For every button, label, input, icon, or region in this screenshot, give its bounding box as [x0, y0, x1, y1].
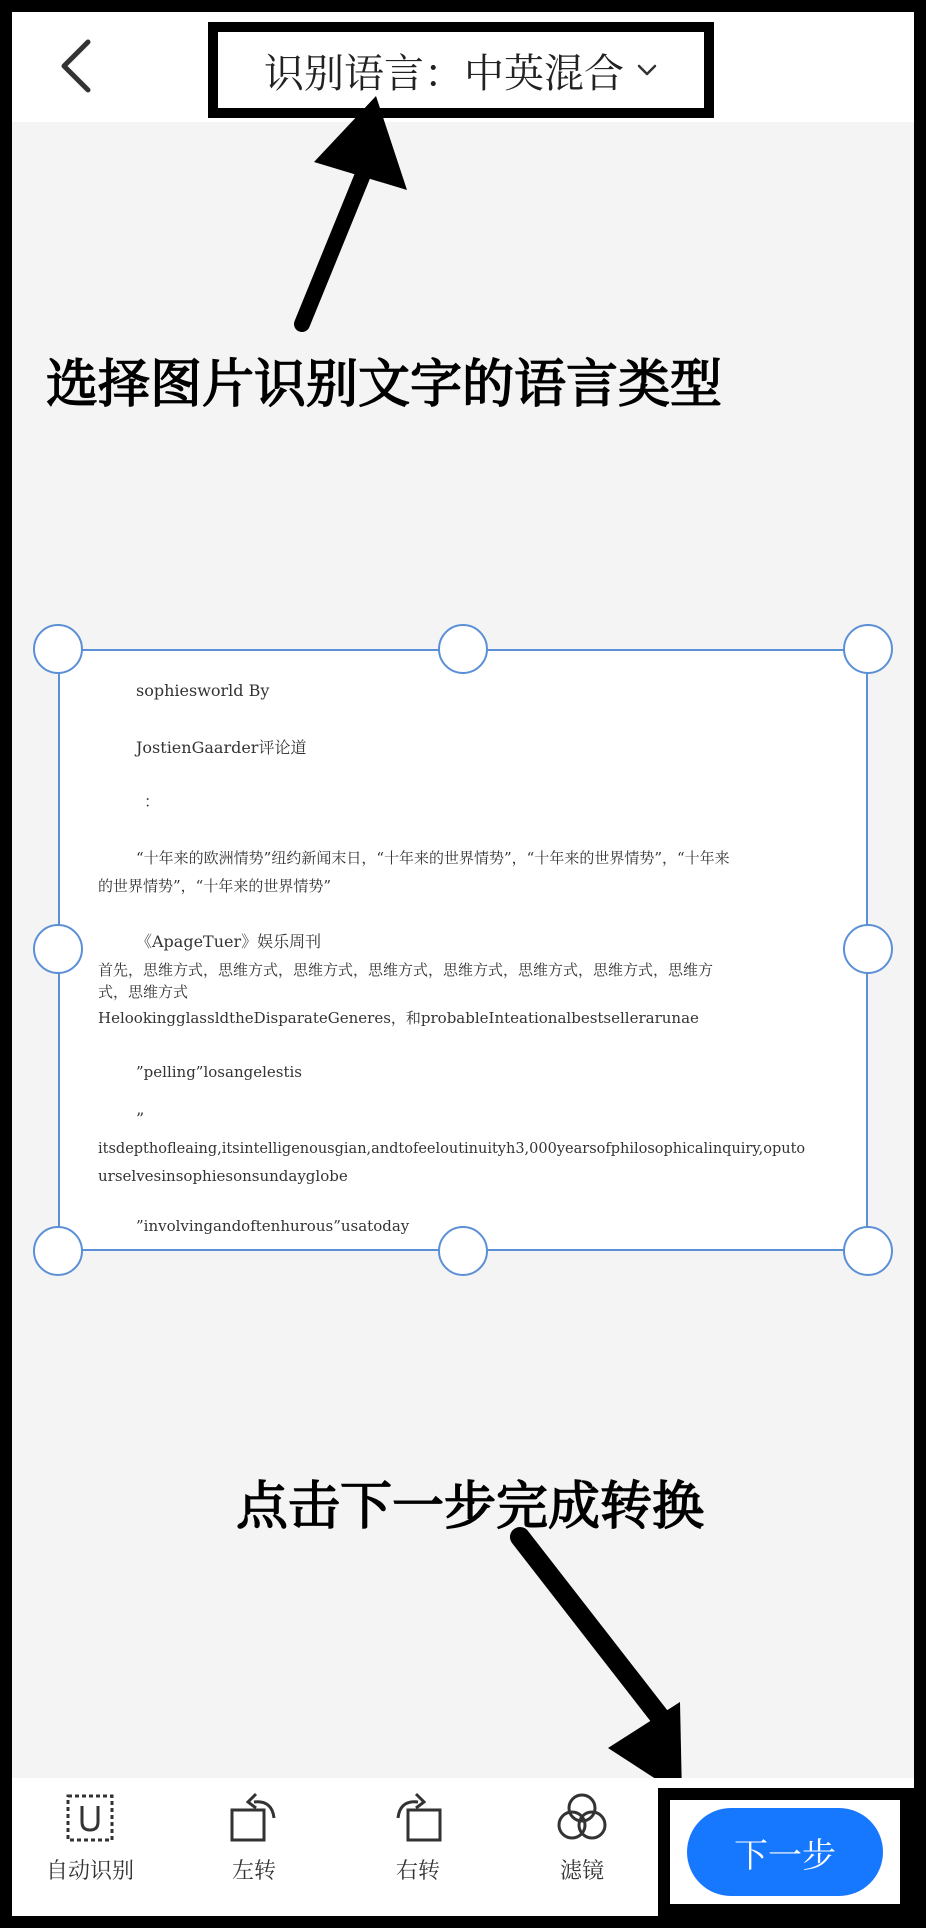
- annotation-next-hint: 点击下一步完成转换: [236, 1477, 705, 1537]
- crop-handle-middle-right[interactable]: [843, 924, 893, 974]
- tool-filter[interactable]: [522, 1788, 642, 1898]
- doc-line: ”involvingandoftenhurous”usatoday: [136, 1217, 410, 1235]
- rotate-right-icon: [388, 1788, 448, 1848]
- doc-line: sophiesworld By: [136, 681, 270, 700]
- language-selector-highlight: [208, 22, 714, 118]
- doc-line: ”: [136, 1109, 145, 1128]
- doc-line: 的世界情势”，“十年来的世界情势”: [98, 877, 332, 895]
- chevron-left-icon[interactable]: [46, 34, 110, 98]
- crop-handle-top-left[interactable]: [33, 624, 83, 674]
- doc-line: 式，思维方式: [98, 983, 189, 1001]
- doc-line: 《ApageTuer》娱乐周刊: [136, 932, 322, 951]
- arrow-up-icon: [302, 96, 407, 324]
- crop-handle-top-right[interactable]: [843, 624, 893, 674]
- tool-label: 左转: [231, 1859, 276, 1884]
- next-button-highlight: [658, 1788, 914, 1916]
- tool-auto-detect[interactable]: [30, 1788, 150, 1898]
- crop-handle-middle-left[interactable]: [33, 924, 83, 974]
- tool-rotate-right[interactable]: [358, 1788, 478, 1898]
- crop-handle-bottom-left[interactable]: [33, 1226, 83, 1276]
- next-button-area: [670, 1800, 900, 1904]
- tool-label: 自动识别: [45, 1859, 134, 1884]
- tool-label: 滤镜: [559, 1859, 604, 1884]
- auto-detect-icon: [60, 1788, 120, 1848]
- crop-handle-bottom-right[interactable]: [843, 1226, 893, 1276]
- crop-handle-top-center[interactable]: [438, 624, 488, 674]
- doc-line: HelookingglassldtheDisparateGeneres，和probableInteationalbestsellerarunae: [98, 1009, 699, 1027]
- doc-line: ”pelling”losangelestis: [136, 1063, 302, 1081]
- doc-line: itsdepthofleaing,itsintelligenousgian,andtofeeloutinuityh3,000yearsofphilosophicalinquiry,oputo: [98, 1141, 806, 1157]
- annotation-language-hint: 选择图片识别文字的语言类型: [46, 355, 723, 415]
- arrow-down-icon: [520, 1537, 682, 1796]
- doc-line: urselvesinsophiesonsundayglobe: [98, 1167, 348, 1185]
- next-button[interactable]: 下一步: [687, 1808, 883, 1896]
- tool-label: 右转: [395, 1859, 440, 1884]
- document-preview: [58, 649, 868, 1251]
- tool-rotate-left[interactable]: [194, 1788, 314, 1898]
- doc-line: ：: [144, 792, 161, 811]
- screen: [12, 12, 914, 1916]
- chevron-down-icon: [636, 63, 658, 77]
- language-selector[interactable]: [218, 32, 704, 108]
- crop-handle-bottom-center[interactable]: [438, 1226, 488, 1276]
- rotate-left-icon: [224, 1788, 284, 1848]
- language-label: 识别语言：中英混合: [264, 50, 624, 97]
- filter-icon: [552, 1788, 612, 1848]
- doc-line: JostienGaarder评论道: [136, 738, 307, 757]
- doc-line: 首先，思维方式，思维方式，思维方式，思维方式，思维方式，思维方式，思维方式，思维方: [98, 961, 714, 979]
- doc-line: “十年来的欧洲情势”纽约新闻末日，“十年来的世界情势”，“十年来的世界情势”，“十年来: [136, 849, 730, 867]
